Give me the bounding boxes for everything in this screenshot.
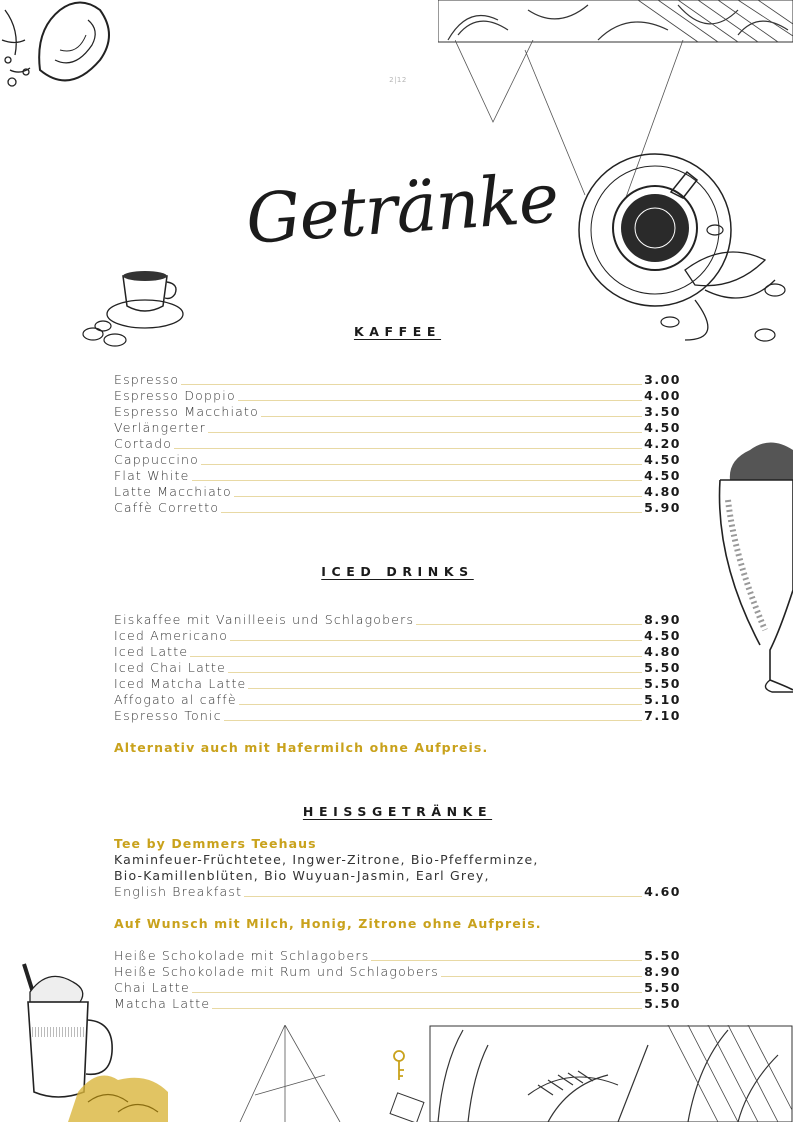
dot-leader: [441, 976, 642, 977]
menu-item: [114, 404, 681, 420]
item-price: 8.90: [644, 964, 681, 979]
dot-leader: [212, 1008, 642, 1009]
menu-item: [114, 964, 681, 980]
menu-item: [114, 452, 681, 468]
dot-leader: [221, 512, 642, 513]
item-name: Heiße Schokolade mit Rum und Schlagobers: [114, 964, 439, 979]
item-name: Heiße Schokolade mit Schlagobers: [114, 948, 370, 963]
item-name: Cappuccino: [114, 452, 199, 467]
dot-leader: [238, 400, 642, 401]
dot-leader: [208, 432, 642, 433]
page-title: Getränke: [243, 159, 561, 260]
item-price: 4.60: [644, 884, 681, 899]
tea-description-line: Bio-Kamillenblüten, Bio Wuyuan-Jasmin, Earl Grey,: [114, 868, 490, 883]
item-name: Eiskaffee mit Vanilleeis und Schlagobers: [114, 612, 415, 627]
item-price: 4.20: [644, 436, 681, 451]
item-name: Iced Latte: [114, 644, 189, 659]
menu-item: [114, 388, 681, 404]
dot-leader: [181, 384, 642, 385]
item-name: Affogato al caffè: [114, 692, 237, 707]
item-price: 7.10: [644, 708, 681, 723]
item-name: Verlängerter: [114, 420, 206, 435]
dot-leader: [371, 960, 642, 961]
item-name: Chai Latte: [114, 980, 190, 995]
item-price: 5.10: [644, 692, 681, 707]
menu-item: [114, 996, 681, 1012]
item-name: Caffè Corretto: [114, 500, 220, 515]
dot-leader: [234, 496, 642, 497]
menu-item: [114, 484, 681, 500]
menu-item: [114, 980, 681, 996]
dot-leader: [244, 896, 642, 897]
menu-item: [114, 420, 681, 436]
item-name: Latte Macchiato: [114, 484, 232, 499]
menu-item: [114, 500, 681, 516]
item-price: 4.00: [644, 388, 681, 403]
item-price: 4.50: [644, 628, 681, 643]
menu-item: [114, 612, 681, 628]
item-name: Iced Americano: [114, 628, 229, 643]
menu-item: [114, 884, 681, 900]
dot-leader: [192, 992, 642, 993]
item-name: English Breakfast: [114, 884, 243, 899]
tea-description-line: Kaminfeuer-Früchtetee, Ingwer-Zitrone, Bio-Pfefferminze,: [114, 852, 539, 867]
botanical-sketch: [438, 0, 793, 44]
dot-leader: [190, 656, 642, 657]
item-name: Espresso Tonic: [114, 708, 222, 723]
item-price: 4.50: [644, 452, 681, 467]
tea-note: Auf Wunsch mit Milch, Honig, Zitrone ohne Aufpreis.: [114, 916, 542, 931]
menu-item: [114, 676, 681, 692]
dot-leader: [224, 720, 642, 721]
menu-item: [114, 436, 681, 452]
item-name: Iced Chai Latte: [114, 660, 227, 675]
section-title-kaffee: KAFFEE: [353, 324, 442, 339]
section-title-iced-drinks: ICED DRINKS: [321, 564, 474, 579]
hot-drinks-list: [114, 948, 681, 1012]
item-price: 4.50: [644, 468, 681, 483]
dot-leader: [261, 416, 642, 417]
menu-item: [114, 372, 681, 388]
kaffee-list: [114, 372, 681, 516]
iced-drinks-list: [114, 612, 681, 724]
dot-leader: [248, 688, 642, 689]
iced-coffee-glass-illustration: [710, 440, 793, 700]
dot-leader: [230, 640, 642, 641]
iced-note: Alternativ auch mit Hafermilch ohne Aufpreis.: [114, 740, 489, 755]
tea-heading: Tee by Demmers Teehaus: [114, 836, 317, 851]
item-name: Espresso Doppio: [114, 388, 236, 403]
menu-item: [114, 468, 681, 484]
item-price: 5.50: [644, 980, 681, 995]
item-price: 4.80: [644, 484, 681, 499]
menu-item: [114, 948, 681, 964]
page-number: 2|12: [389, 76, 407, 84]
menu-item: [114, 660, 681, 676]
item-price: 5.50: [644, 948, 681, 963]
dot-leader: [201, 464, 642, 465]
item-price: 3.00: [644, 372, 681, 387]
item-price: 5.50: [644, 676, 681, 691]
geometric-lines-bottom: [235, 1025, 345, 1122]
menu-item: [114, 692, 681, 708]
item-name: Cortado: [114, 436, 173, 451]
item-name: Espresso Macchiato: [114, 404, 259, 419]
item-price: 8.90: [644, 612, 681, 627]
dot-leader: [239, 704, 642, 705]
section-title-heissgetraenke: HEISSGETRÄNKE: [302, 804, 493, 819]
coffee-bean-illustration: [0, 0, 120, 95]
item-price: 5.50: [644, 660, 681, 675]
item-price: 5.50: [644, 996, 681, 1011]
menu-item: [114, 628, 681, 644]
botanical-sketch-bottom: [388, 1025, 793, 1122]
tea-list: [114, 852, 681, 900]
item-price: 3.50: [644, 404, 681, 419]
menu-item: [114, 644, 681, 660]
item-name: Matcha Latte: [114, 996, 211, 1011]
menu-item: [114, 708, 681, 724]
dot-leader: [192, 480, 643, 481]
item-price: 4.80: [644, 644, 681, 659]
item-name: Flat White: [114, 468, 190, 483]
dot-leader: [174, 448, 642, 449]
item-name: Espresso: [114, 372, 180, 387]
dot-leader: [416, 624, 642, 625]
dot-leader: [228, 672, 642, 673]
item-name: Iced Matcha Latte: [114, 676, 247, 691]
item-price: 5.90: [644, 500, 681, 515]
item-price: 4.50: [644, 420, 681, 435]
